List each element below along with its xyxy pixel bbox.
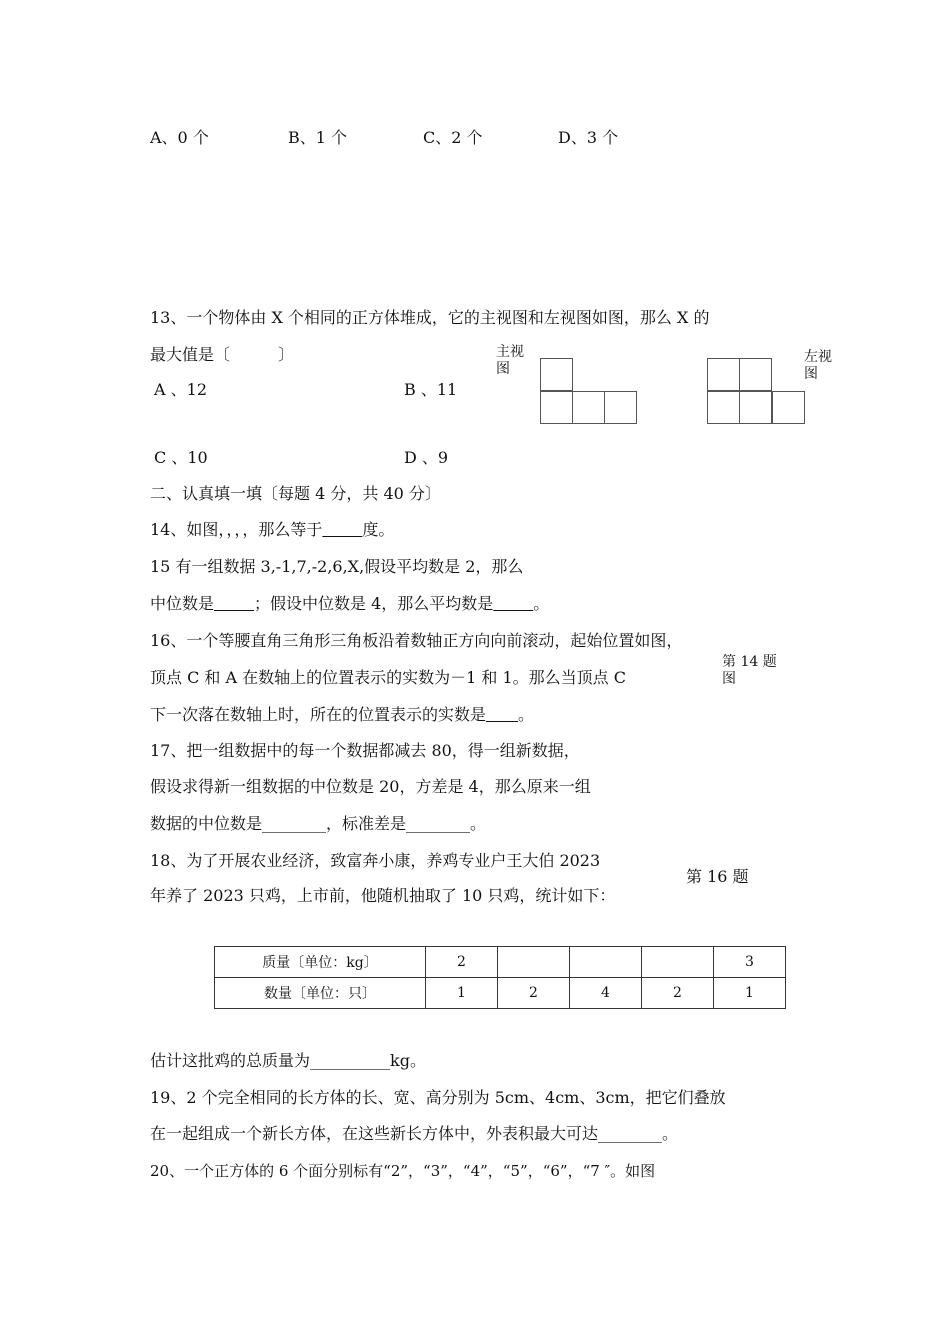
q18-line1: 18、为了开展农业经济，致富奔小康，养鸡专业户王大伯 2023 bbox=[150, 851, 601, 870]
q13-line2: 最大值是〔 〕 bbox=[150, 345, 295, 364]
q13-option-b: B 、11 bbox=[404, 380, 458, 399]
left-view-label-2: 图 bbox=[804, 366, 818, 382]
q16-line1: 16、一个等腰直角三角形三角板沿着数轴正方向向前滚动，起始位置如图， bbox=[150, 631, 683, 650]
left-view-cell bbox=[739, 391, 772, 424]
left-view-cell bbox=[739, 358, 772, 391]
front-view-cell bbox=[540, 358, 573, 391]
q12-option-d: D、3 个 bbox=[558, 128, 619, 147]
left-view-cell bbox=[772, 391, 805, 424]
q13-option-c: C 、10 bbox=[154, 448, 208, 467]
q18-line2: 年养了 2023 只鸡，上市前，他随机抽取了 10 只鸡，统计如下： bbox=[150, 886, 616, 905]
q17-line2: 假设求得新一组数据的中位数是 20，方差是 4，那么原来一组 bbox=[150, 777, 591, 796]
left-view-cell bbox=[707, 391, 740, 424]
q15-part-a: 中位数是 bbox=[150, 594, 215, 613]
section-heading: 二、认真填一填〔每题 4 分，共 40 分〕 bbox=[150, 484, 441, 503]
q16-part-a: 下一次落在数轴上时，所在的位置表示的实数是 bbox=[150, 705, 487, 724]
fig14-label-2: 图 bbox=[722, 671, 736, 687]
q16-part-b: 。 bbox=[518, 705, 535, 724]
front-view-cell bbox=[572, 391, 605, 424]
table-cell: 数量〔单位：只〕 bbox=[215, 978, 426, 1009]
q13-option-a: A 、12 bbox=[154, 380, 208, 399]
q19-line1: 19、2 个完全相同的长方体的长、宽、高分别为 5cm、4cm、3cm，把它们叠放 bbox=[150, 1088, 726, 1107]
q12-option-c: C、2 个 bbox=[423, 128, 483, 147]
q12-option-a: A、0 个 bbox=[150, 128, 209, 147]
table-cell: 4 bbox=[570, 978, 642, 1009]
left-view-label-1: 左视 bbox=[804, 349, 832, 365]
table-cell: 3 bbox=[714, 947, 786, 978]
q16-line2: 顶点 C 和 A 在数轴上的位置表示的实数为－1 和 1。那么当顶点 C bbox=[150, 668, 627, 687]
front-view-label-1: 主视 bbox=[496, 344, 524, 360]
q14-prefix: 14、如图，，，，那么等于 bbox=[150, 520, 323, 539]
q17-line3: 数据的中位数是________，标准差是________。 bbox=[150, 814, 487, 833]
table-cell: 2 bbox=[642, 978, 714, 1009]
q15-part-c: 。 bbox=[533, 594, 550, 613]
q17-line1: 17、把一组数据中的每一个数据都减去 80，得一组新数据， bbox=[150, 741, 580, 760]
table-cell: 2 bbox=[498, 978, 570, 1009]
fig14-label-1: 第 14 题 bbox=[722, 654, 777, 670]
table-cell: 1 bbox=[714, 978, 786, 1009]
front-view-cell bbox=[540, 391, 573, 424]
q13-line1: 13、一个物体由 X 个相同的正方体堆成，它的主视图和左视图如图，那么 X 的 bbox=[150, 308, 710, 327]
q18-line3: 估计这批鸡的总质量为__________kg。 bbox=[150, 1051, 426, 1070]
chicken-data-table bbox=[214, 946, 786, 1009]
fig16-label: 第 16 题 bbox=[686, 867, 749, 886]
q20-line1: 20、一个正方体的 6 个面分别标有“2”，“3”，“4”，“5”，“6”，“7 ″。如图 bbox=[150, 1162, 656, 1180]
table-cell bbox=[642, 947, 714, 978]
q15-line2 bbox=[150, 594, 549, 614]
left-view-cell bbox=[707, 358, 740, 391]
q16-line3 bbox=[150, 705, 534, 725]
q14-suffix: 度。 bbox=[362, 520, 395, 539]
q15-part-b: ；假设中位数是 4，那么平均数是 bbox=[254, 594, 494, 613]
q14-blank bbox=[322, 520, 362, 539]
table-cell: 质量〔单位：kg〕 bbox=[215, 947, 426, 978]
q15-blank-1 bbox=[214, 594, 254, 613]
q12-option-b: B、1 个 bbox=[288, 128, 348, 147]
front-view-cell bbox=[604, 391, 637, 424]
table-row bbox=[215, 947, 786, 978]
front-view-label-2: 图 bbox=[496, 361, 510, 377]
q19-line2: 在一起组成一个新长方体，在这些新长方体中，外表积最大可达________。 bbox=[150, 1124, 679, 1143]
q16-blank bbox=[486, 705, 518, 724]
q14-line bbox=[150, 520, 394, 540]
q15-blank-2 bbox=[493, 594, 533, 613]
table-cell: 1 bbox=[426, 978, 498, 1009]
table-row bbox=[215, 978, 786, 1009]
table-cell: 2 bbox=[426, 947, 498, 978]
table-cell bbox=[570, 947, 642, 978]
q15-line1: 15 有一组数据 3,-1,7,-2,6,X,假设平均数是 2，那么 bbox=[150, 557, 524, 576]
q13-option-d: D 、9 bbox=[404, 448, 449, 467]
table-cell bbox=[498, 947, 570, 978]
